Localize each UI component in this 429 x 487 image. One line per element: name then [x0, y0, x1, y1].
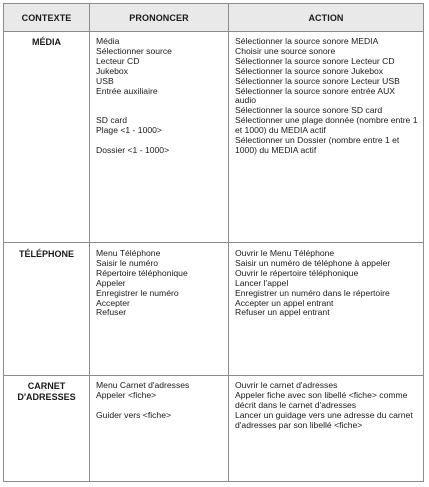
media-action — [235, 37, 418, 156]
list-item: Accepter — [96, 297, 130, 308]
list-item: Entrée auxiliaire — [96, 85, 158, 96]
header-prononcer: PRONONCER — [129, 12, 189, 23]
list-item: Sélectionner la source sonore Lecteur CD — [235, 55, 395, 66]
row-divider — [4, 242, 423, 243]
list-item: Sélectionner la source sonore Jukebox — [235, 65, 384, 76]
list-item: Ouvrir le Menu Téléphone — [235, 248, 335, 258]
list-item: Accepter un appel entrant — [235, 297, 334, 308]
list-item: Enregistrer un numéro dans le répertoire — [235, 287, 390, 298]
list-item: Menu Téléphone — [96, 248, 161, 258]
list-item: Dossier <1 - 1000> — [96, 144, 170, 155]
list-item: Sélectionner une plage donnée (nombre entre 1 et 1000) du MEDIA actif — [235, 115, 418, 136]
context-carnet-adresses — [4, 381, 89, 403]
carnet-action — [235, 381, 418, 431]
list-item: Sélectionner un Dossier (nombre entre 1 et 1000) du MEDIA actif — [235, 135, 400, 155]
list-item: Appeler fiche avec son libellé <fiche> comme décrit dans le carnet d'adresses — [235, 389, 408, 410]
list-item: Jukebox — [96, 65, 129, 76]
telephone-prononcer — [96, 249, 226, 318]
list-item: Répertoire téléphonique — [96, 267, 188, 278]
list-item: Appeler <fiche> — [96, 389, 157, 400]
list-item: Plage <1 - 1000> — [96, 125, 162, 136]
list-item: Média — [96, 36, 120, 46]
list-item: Lancer l'appel — [235, 277, 289, 288]
list-item: Saisir un numéro de téléphone à appeler — [235, 257, 391, 268]
list-item: USB — [96, 75, 114, 86]
row-divider — [4, 375, 423, 376]
context-line: D'ADRESSES — [17, 392, 76, 402]
voice-commands-table — [3, 3, 424, 482]
list-item: Lancer un guidage vers une adresse du carnet d'adresses par son libellé <fiche> — [235, 409, 413, 430]
list-item: Menu Carnet d'adresses — [96, 380, 190, 390]
list-item: Enregistrer le numéro — [96, 287, 179, 298]
telephone-action — [235, 249, 418, 318]
list-item: Sélectionner la source sonore SD card — [235, 105, 383, 116]
context-media: MÉDIA — [32, 37, 61, 47]
list-item: Ouvrir le répertoire téléphonique — [235, 267, 359, 278]
list-item: Sélectionner la source sonore MEDIA — [235, 36, 379, 46]
list-item: Guider vers <fiche> — [96, 409, 171, 420]
list-item: Refuser — [96, 307, 127, 318]
list-item: Appeler — [96, 277, 126, 288]
list-item: Saisir le numéro — [96, 257, 159, 268]
list-item: Lecteur CD — [96, 55, 140, 66]
list-item: Sélectionner source — [96, 45, 172, 56]
list-item: Choisir une source sonore — [235, 45, 336, 56]
context-telephone: TÉLÉPHONE — [18, 249, 74, 259]
list-item: Sélectionner la source sonore entrée AUX audio — [235, 85, 396, 106]
context-line: CARNET — [27, 381, 66, 391]
header-contexte: CONTEXTE — [21, 12, 72, 23]
list-item: Refuser un appel entrant — [235, 307, 330, 318]
list-item: Sélectionner la source sonore Lecteur USB — [235, 75, 400, 86]
carnet-prononcer — [96, 381, 226, 421]
header-action: ACTION — [308, 12, 344, 23]
list-item: Ouvrir le carnet d'adresses — [235, 380, 338, 390]
list-item: SD card — [96, 115, 128, 126]
media-prononcer — [96, 37, 226, 156]
